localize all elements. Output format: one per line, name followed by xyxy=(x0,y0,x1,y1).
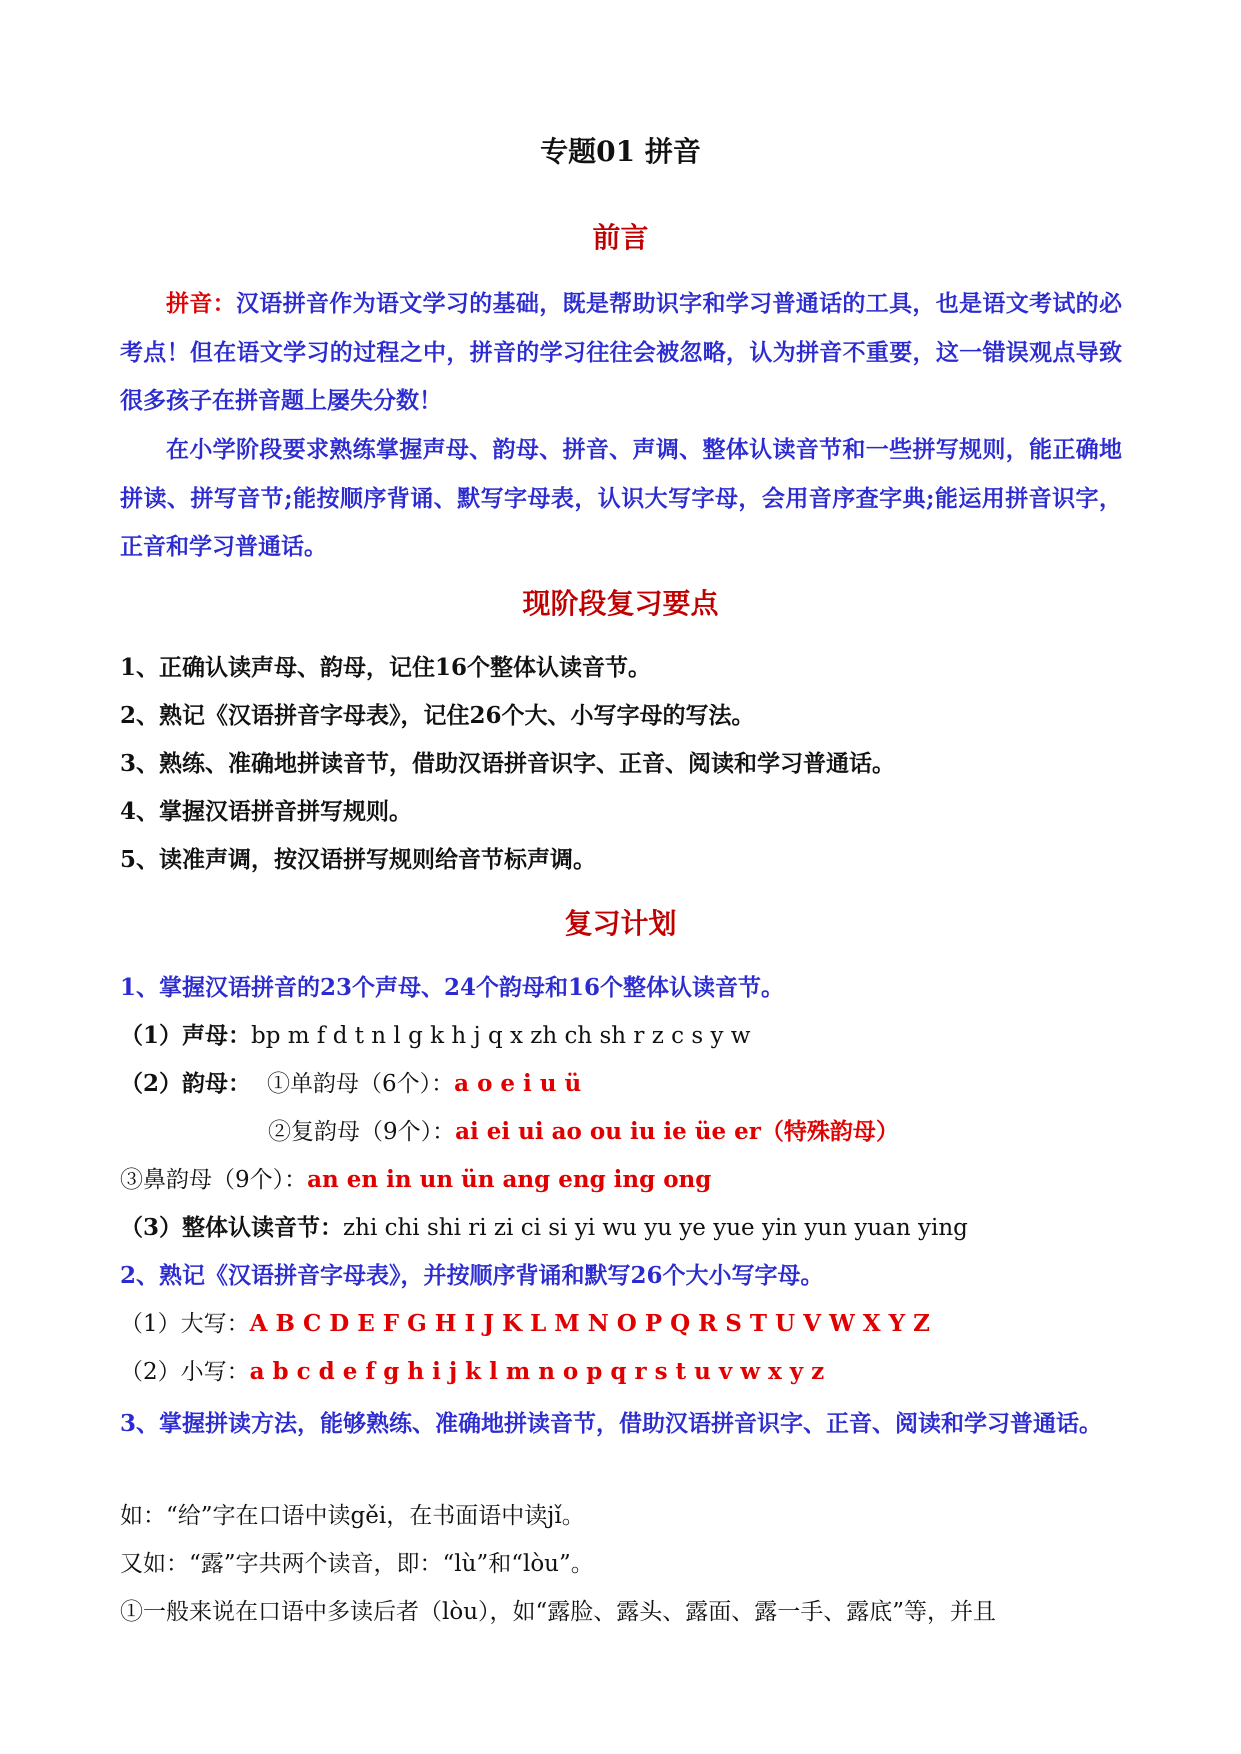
uppercase-line xyxy=(120,1308,930,1340)
intro-text-1: 汉语拼音作为语文学习的基础，既是帮助识字和学习普通话的工具，也是语文考试的必考点！但在语文学习的过程之中，拼音的学习往往会被忽略，认为拼音不重要，这一错误观点导致很多孩子在拼音题上屡失分数！ xyxy=(120,290,1123,414)
lowercase-line xyxy=(120,1356,824,1388)
compound-finals-list: ai ei ui ao ou iu ie üe er（特殊韵母） xyxy=(455,1118,899,1145)
simple-finals-list: a o e i u ü xyxy=(454,1070,582,1097)
uppercase-letters: A B C D E F G H I J K L M N O P Q R S T U V W X Y Z xyxy=(249,1310,930,1337)
compound-finals-label: ②复韵母（9个）： xyxy=(268,1119,456,1145)
example-2: 又如：“露”字共两个读音，即：“lù”和“lòu”。 xyxy=(120,1551,594,1577)
intro-heading: 前言 xyxy=(592,221,649,254)
example-1: 如：“给”字在口语中读gěi，在书面语中读jǐ。 xyxy=(120,1503,585,1529)
intro-paragraph-2: 在小学阶段要求熟练掌握声母、韵母、拼音、声调、整体认读音节和一些拼写规则，能正确地拼读、拼写音节;能按顺序背诵、默写字母表，认识大写字母，会用音序查字典;能运用拼音识字，正音和学习普通话。 xyxy=(120,436,1122,560)
review-points-heading: 现阶段复习要点 xyxy=(522,587,719,620)
review-point-5: 5、读准声调，按汉语拼写规则给音节标声调。 xyxy=(120,846,597,873)
intro-label: 拼音： xyxy=(166,290,236,317)
finals-label: （2）韵母： xyxy=(120,1070,252,1097)
nasal-finals-label: ③鼻韵母（9个）： xyxy=(120,1167,308,1193)
initials-label: （1）声母： xyxy=(120,1022,252,1049)
review-point-1: 1、正确认读声母、韵母，记住16个整体认读音节。 xyxy=(120,654,652,681)
nasal-finals-line xyxy=(120,1164,711,1196)
plan-section-2: 2、熟记《汉语拼音字母表》，并按顺序背诵和默写26个大小写字母。 xyxy=(120,1262,824,1289)
lowercase-label: （2）小写： xyxy=(120,1359,250,1385)
intro-paragraph-1 xyxy=(120,280,1122,426)
nasal-finals-list: an en in un ün ang eng ing ong xyxy=(307,1166,712,1193)
whole-syllables-label: （3）整体认读音节： xyxy=(120,1214,344,1241)
simple-finals-label: ①单韵母（6个）： xyxy=(267,1071,455,1097)
finals-line xyxy=(120,1068,581,1100)
initials-line xyxy=(120,1020,750,1052)
compound-finals-line xyxy=(268,1116,899,1148)
review-point-3: 3、熟练、准确地拼读音节，借助汉语拼音识字、正音、阅读和学习普通话。 xyxy=(120,750,896,777)
example-3: ①一般来说在口语中多读后者（lòu），如“露脸、露头、露面、露一手、露底”等，并且 xyxy=(120,1599,997,1625)
review-point-2: 2、熟记《汉语拼音字母表》，记住26个大、小写字母的写法。 xyxy=(120,702,755,729)
plan-section-3: 3、掌握拼读方法，能够熟练、准确地拼读音节，借助汉语拼音识字、正音、阅读和学习普通话。 xyxy=(120,1410,1103,1437)
whole-syllables-line xyxy=(120,1212,968,1244)
uppercase-label: （1）大写： xyxy=(120,1311,250,1337)
plan-section-1: 1、掌握汉语拼音的23个声母、24个韵母和16个整体认读音节。 xyxy=(120,974,785,1001)
lowercase-letters: a b c d e f g h i j k l m n o p q r s t u v w x y z xyxy=(249,1358,825,1385)
page-title: 专题01 拼音 xyxy=(540,135,701,168)
initials-list: bp m f d t n l g k h j q x zh ch sh r z c s y w xyxy=(251,1023,751,1049)
whole-syllables-list: zhi chi shi ri zi ci si yi wu yu ye yue yin yun yuan ying xyxy=(343,1215,968,1241)
review-point-4: 4、掌握汉语拼音拼写规则。 xyxy=(120,798,413,825)
plan-heading: 复习计划 xyxy=(564,907,677,940)
